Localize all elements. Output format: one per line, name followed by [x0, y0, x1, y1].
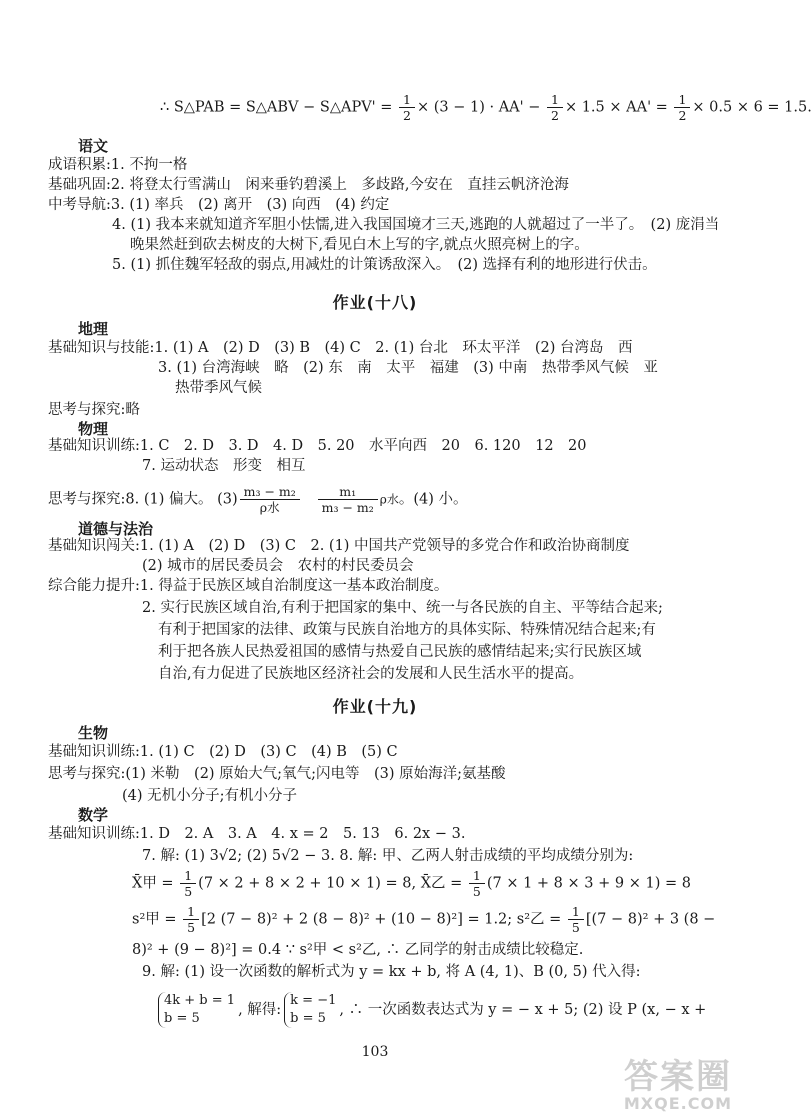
- text-line: 晚果然赶到砍去树皮的大树下,看见白木上写的字,就点火照亮树上的字。: [130, 237, 589, 253]
- text-line: 4. (1) 我本来就知道齐军胆小怯懦,进入我国国境才三天,逃跑的人就超过了一半了。 (2) 庞涓当: [112, 217, 720, 233]
- text-line: 思考与探究:(1) 米勒 (2) 原始大气;氧气;闪电等 (3) 原始海洋;氨基酸: [48, 766, 506, 782]
- physics-q8-line: [48, 484, 467, 515]
- fraction: $\frac{\text{m₁}}{\text{m₃ − m₂}}$: [318, 484, 378, 515]
- formula-mid: × 1.5 × AA' =: [564, 99, 673, 116]
- fraction: $\frac{1}{5}$: [469, 868, 485, 899]
- top-formula: [160, 92, 812, 123]
- text-line: 基础知识训练:1. (1) C (2) D (3) C (4) B (5) C: [48, 744, 398, 760]
- text-line: 利于把各族人民热爱祖国的感情与热爱自己民族的感情结起来;实行民族区域: [158, 644, 642, 660]
- mean-a-tail: (7 × 2 + 8 × 2 + 10 × 1) = 8, X̄乙 =: [198, 875, 467, 892]
- equation-system: 4k + b = 1 b = 5: [158, 992, 235, 1028]
- section-heading-shengwu: 生物: [78, 724, 109, 742]
- var-a-lead: s²甲 =: [132, 911, 182, 928]
- text-line: 综合能力提升:1. 得益于民族区域自治制度这一基本政治制度。: [48, 578, 449, 594]
- var-a-tail: [2 (7 − 8)² + 2 (8 − 8)² + (10 − 8)²] = 1.2; s²乙 =: [201, 911, 566, 928]
- text-line: 2. 实行民族区域自治,有利于把国家的集中、统一与各民族的自主、平等结合起来;: [142, 600, 663, 616]
- section-heading-shuxue: 数学: [78, 806, 109, 824]
- text-line: 7. 运动状态 形变 相互: [142, 458, 306, 474]
- section-heading-dili: 地理: [78, 320, 109, 338]
- text-line: 8)² + (9 − 8)²] = 0.4 ∵ s²甲 < s²乙, ∴ 乙同学的射击成绩比较稳定.: [132, 942, 584, 958]
- text-line: 7. 解: (1) 3√2; (2) 5√2 − 3. 8. 解: 甲、乙两人射击成绩的平均成绩分别为:: [142, 848, 634, 864]
- text-line: 热带季风气候: [175, 380, 262, 396]
- system-mid: , 解得:: [238, 1002, 282, 1018]
- section-heading-daode: 道德与法治: [78, 520, 154, 538]
- q8-lead: 思考与探究:8. (1) 偏大。 (3): [48, 491, 238, 508]
- fraction: $\frac{1}{5}$: [183, 904, 199, 935]
- fraction: $\frac{1}{2}$: [547, 92, 563, 123]
- mean-b-tail: (7 × 1 + 8 × 3 + 9 × 1) = 8: [486, 875, 691, 892]
- text-line: (4) 无机小分子;有机小分子: [122, 788, 298, 804]
- system-tail: , ∴ 一次函数表达式为 y = − x + 5; (2) 设 P (x, − x +: [339, 1002, 707, 1018]
- text-line: 中考导航:3. (1) 率兵 (2) 离开 (3) 向西 (4) 约定: [48, 197, 390, 213]
- watermark-logo: 答案圈 MXQE.COM: [623, 1057, 732, 1113]
- text-line: 有利于把国家的法律、政策与民族自治地方的具体实际、特殊情况结合起来;有: [158, 622, 656, 638]
- homework-title-18: 作业(十八): [332, 293, 418, 312]
- formula-lead: ∴ S△PAB = S△ABV − S△APV' =: [160, 99, 398, 116]
- fraction: $\frac{1}{2}$: [674, 92, 690, 123]
- page-number: 103: [361, 1044, 389, 1060]
- formula-mid: × (3 − 1) · AA' −: [416, 99, 545, 116]
- text-line: 3. (1) 台湾海峡 略 (2) 东 南 太平 福建 (3) 中南 热带季风气候 亚: [158, 360, 658, 376]
- fraction: $\frac{1}{2}$: [399, 92, 415, 123]
- text-line: 基础知识训练:1. C 2. D 3. D 4. D 5. 20 水平向西 20 6. 120 12 20: [48, 438, 587, 454]
- fraction: $\frac{1}{5}$: [568, 904, 584, 935]
- equation-system: k = −1 b = 5: [284, 992, 336, 1028]
- formula-tail: × 0.5 × 6 = 1.5.: [692, 99, 812, 116]
- text-line: 成语积累:1. 不拘一格: [48, 157, 188, 173]
- fraction: $\frac{1}{5}$: [180, 868, 196, 899]
- text-line: 自治,有力促进了民族地区经济社会的发展和人民生活水平的提高。: [158, 666, 584, 682]
- text-line: 基础知识闯关:1. (1) A (2) D (3) C 2. (1) 中国共产党领导的多党合作和政治协商制度: [48, 538, 630, 554]
- text-line: 基础巩固:2. 将登太行雪满山 闲来垂钓碧溪上 多歧路,今安在 直挂云帆济沧海: [48, 177, 569, 193]
- mean-line: [132, 868, 691, 899]
- section-heading-wuli: 物理: [78, 420, 109, 438]
- text-line: 5. (1) 抓住魏军轻敌的弱点,用减灶的计策诱敌深入。 (2) 选择有利的地形进行伏击。: [112, 257, 657, 273]
- fraction: $\frac{\text{m₃ − m₂}}{\text{ρ水}}$: [240, 484, 300, 515]
- section-heading-yuwen: 语文: [78, 137, 109, 155]
- rho-symbol: ρ水: [379, 492, 399, 507]
- text-line: 9. 解: (1) 设一次函数的解析式为 y = kx + b, 将 A (4, 1)、B (0, 5) 代入得:: [142, 964, 641, 980]
- var-b-tail: [(7 − 8)² + 3 (8 −: [585, 911, 716, 928]
- homework-title-19: 作业(十九): [332, 697, 418, 716]
- equation-system-line: [155, 992, 706, 1028]
- q8-tail: 。(4) 小。: [398, 491, 468, 508]
- text-line: 基础知识训练:1. D 2. A 3. A 4. x = 2 5. 13 6. 2x − 3.: [48, 826, 466, 842]
- mean-a-lead: X̄甲 =: [132, 875, 179, 892]
- text-line: (2) 城市的居民委员会 农村的村民委员会: [142, 558, 414, 574]
- text-line: 基础知识与技能:1. (1) A (2) D (3) B (4) C 2. (1) 台北 环太平洋 (2) 台湾岛 西: [48, 340, 633, 356]
- variance-line: [132, 904, 715, 935]
- text-line: 思考与探究:略: [48, 402, 140, 418]
